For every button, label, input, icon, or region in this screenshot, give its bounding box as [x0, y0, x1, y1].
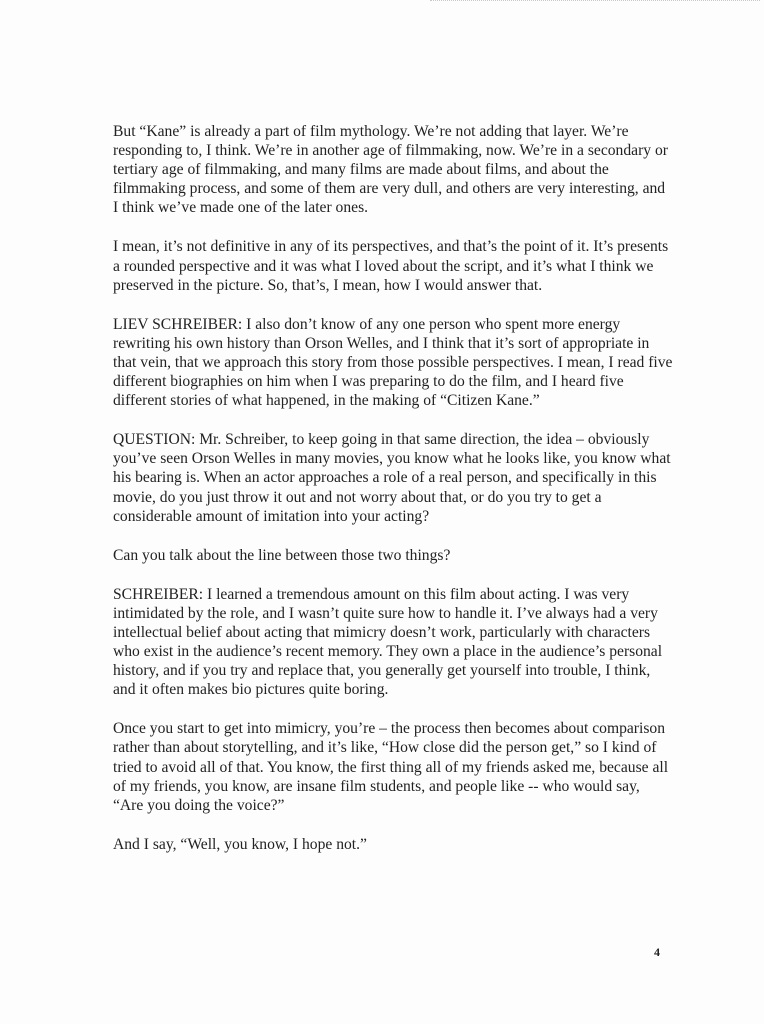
scan-artifact: [430, 0, 760, 2]
paragraph-question-line: Can you talk about the line between those two things?: [113, 546, 451, 564]
paragraph-question-imitation: QUESTION: Mr. Schreiber, to keep going in that same direction, the idea – obviously you’ve seen Orson Welles in many movies, you know what he looks like, you know what his bearing is. When an actor approaches a role of a real person, and specifically in this movie, do you just throw it out and not worry about that, or do you try to get a considerable amount of imitation into your acting?: [113, 431, 671, 525]
transcript-body: [113, 122, 673, 874]
paragraph-schreiber-history: LIEV SCHREIBER: I also don’t know of any one person who spent more energy rewriting his own history than Orson Welles, and I think that it’s sort of appropriate in that vein, that we approach this story from those possible perspectives. I mean, I read five different biographies on him when I was preparing to do the film, and I heard five different stories of what happened, in the making of “Citizen Kane.”: [113, 315, 673, 410]
paragraph-kane-mythology: But “Kane” is already a part of film mythology. We’re not adding that layer. We’re responding to, I think. We’re in another age of filmmaking, now. We’re in a secondary or tertiary age of filmmaking, and many films are made about films, and about the filmmaking process, and some of them are very dull, and others are very interesting, and I think we’ve made one of the later ones.: [113, 123, 668, 217]
paragraph-schreiber-acting: SCHREIBER: I learned a tremendous amount on this film about acting. I was very intimidated by the role, and I wasn’t quite sure how to handle it. I’ve always had a very intellectual belief about acting that mimicry doesn’t work, particularly with characters who exist in the audience’s recent memory. They own a place in the audience’s personal history, and if you try and replace that, you generally get yourself into trouble, I think, and it often makes bio pictures quite boring.: [113, 585, 663, 699]
paragraph-mimicry: Once you start to get into mimicry, you’re – the process then becomes about comparison rather than about storytelling, and it’s like, “How close did the person get,” so I kind of tried to avoid all of that. You know, the first thing all of my friends asked me, because all of my friends, you know, are insane film students, and people like -- who would say, “Are you doing the voice?”: [113, 720, 669, 814]
page-number: 4: [654, 945, 660, 959]
paragraph-rounded-perspective: I mean, it’s not definitive in any of its perspectives, and that’s the point of it. It’s presents a rounded perspective and it was what I loved about the script, and it’s what I think we preserved in the picture. So, that’s, I mean, how I would answer that.: [113, 238, 669, 294]
paragraph-hope-not: And I say, “Well, you know, I hope not.”: [113, 835, 367, 853]
